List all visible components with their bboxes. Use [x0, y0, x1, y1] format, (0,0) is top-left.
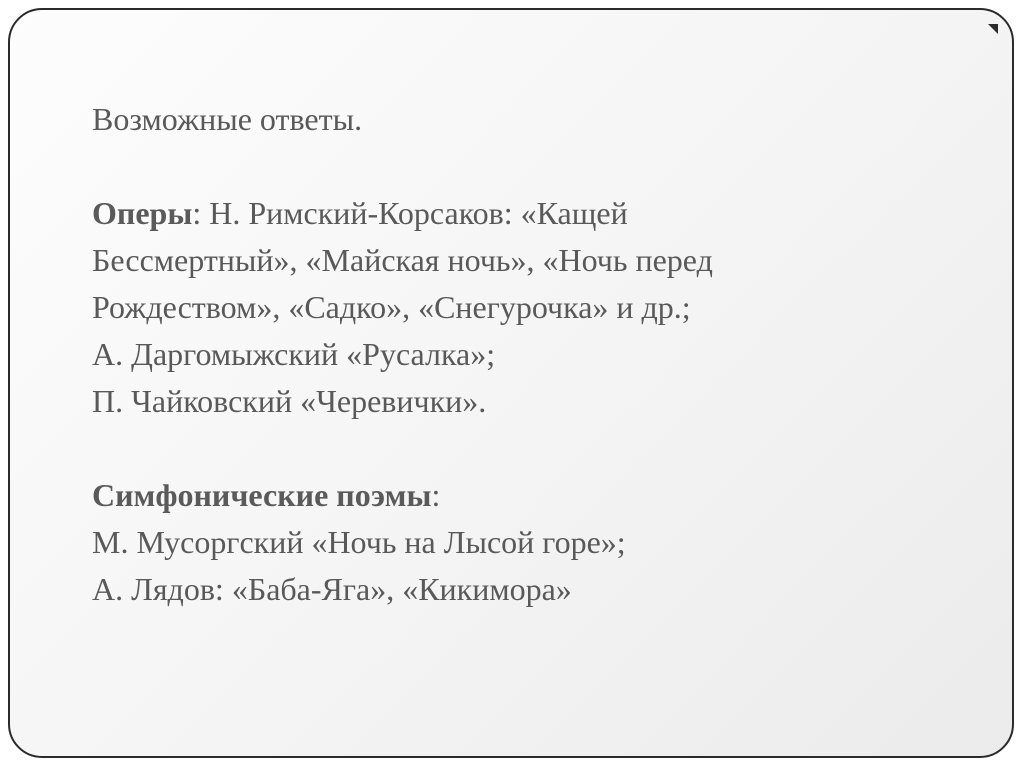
triangle-mark-icon [986, 22, 1000, 36]
operas-line-3: Рождеством», «Садко», «Снегурочка» и др.; [92, 289, 691, 325]
poems-line-2: А. Лядов: «Баба-Яга», «Кикимора» [92, 571, 572, 607]
operas-line-5: П. Чайковский «Черевички». [92, 383, 487, 419]
operas-line-1: Н. Римский-Корсаков: «Кащей [201, 195, 628, 231]
slide-content [92, 96, 972, 613]
intro-text: Возможные ответы. [92, 101, 363, 137]
operas-heading: Оперы [92, 195, 193, 231]
operas-colon: : [192, 195, 202, 231]
spacer [92, 143, 972, 190]
spacer [92, 425, 972, 472]
operas-line-2: Бессмертный», «Майская ночь», «Ночь перед [92, 242, 713, 278]
poems-line-1: М. Мусоргский «Ночь на Лысой горе»; [92, 524, 626, 560]
operas-line-4: А. Даргомыжский «Русалка»; [92, 336, 496, 372]
poems-heading: Симфонические поэмы [92, 477, 432, 513]
poems-heading-line [92, 472, 972, 519]
poems-colon: : [431, 477, 441, 513]
operas-first-line [92, 190, 972, 237]
